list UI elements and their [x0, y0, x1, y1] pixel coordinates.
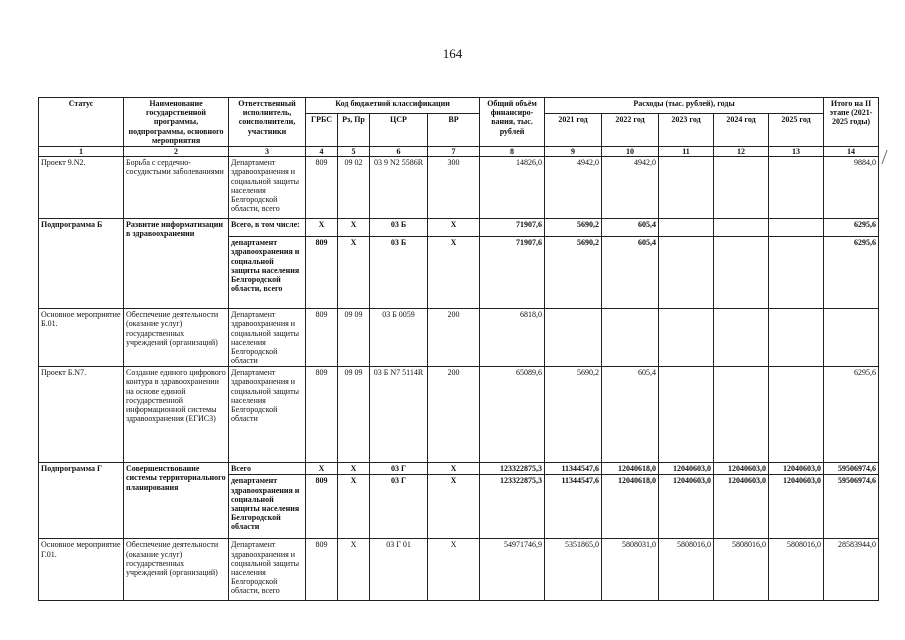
cell-2025 — [769, 219, 824, 237]
cell-vr: Х — [428, 237, 480, 309]
cell-2025 — [769, 157, 824, 219]
cell-2022: 605,4 — [602, 367, 659, 463]
header-name: Наименование государственной программы, подпрограммы, основного мероприятия — [124, 98, 229, 147]
edge-mark — [881, 150, 889, 164]
cell-csr: 03 Б — [370, 237, 428, 309]
cell-csr: 03 Б — [370, 219, 428, 237]
cell-grbs: 809 — [306, 309, 338, 367]
cell-total: 6818,0 — [480, 309, 545, 367]
cell-csr: 03 Б N7 5114R — [370, 367, 428, 463]
cell-status: Подпрограмма Г — [39, 463, 124, 539]
cell-2021: 11344547,6 — [545, 475, 602, 539]
cell-total: 71907,6 — [480, 237, 545, 309]
cell-rzpr: 09 09 — [338, 367, 370, 463]
cell-2021: 5690,2 — [545, 237, 602, 309]
cell-2022 — [602, 309, 659, 367]
header-rzpr: Рз, Пр — [338, 114, 370, 147]
cell-2025: 12040603,0 — [769, 463, 824, 475]
cell-csr: 03 Г 01 — [370, 539, 428, 601]
header-status: Статус — [39, 98, 124, 147]
cell-responsible: Департамент здравоохранения и социальной защиты населения Белгородской области — [229, 309, 306, 367]
header-expenses: Расходы (тыс. рублей), годы — [545, 98, 824, 114]
header-total-volume: Общий объём финансиро-вания, тыс. рублей — [480, 98, 545, 147]
cell-vr: 200 — [428, 309, 480, 367]
cell-2021: 11344547,6 — [545, 463, 602, 475]
cell-stage-total — [824, 309, 879, 367]
cell-2021: 5351865,0 — [545, 539, 602, 601]
header-2022: 2022 год — [602, 114, 659, 147]
cell-csr: 03 Г — [370, 463, 428, 475]
cell-responsible: Департамент здравоохранения и социальной защиты населения Белгородской области, всего — [229, 157, 306, 219]
col-number: 9 — [545, 146, 602, 156]
budget-table — [38, 97, 879, 601]
header-grbs: ГРБС — [306, 114, 338, 147]
cell-rzpr: 09 09 — [338, 309, 370, 367]
table-row — [39, 309, 879, 367]
header-row-1 — [39, 98, 879, 114]
cell-2023 — [659, 367, 714, 463]
cell-2023: 12040603,0 — [659, 463, 714, 475]
cell-2023: 5808016,0 — [659, 539, 714, 601]
cell-2022: 605,4 — [602, 237, 659, 309]
cell-name: Создание единого цифрового контура в здравоохранении на основе единой государственной информационной системы здравоохранения (ЕГИСЗ) — [124, 367, 229, 463]
cell-responsible: Всего — [229, 463, 306, 475]
col-number: 7 — [428, 146, 480, 156]
cell-rzpr: Х — [338, 237, 370, 309]
cell-responsible: Всего, в том числе: — [229, 219, 306, 237]
cell-csr: 03 9 N2 5586R — [370, 157, 428, 219]
header-2023: 2023 год — [659, 114, 714, 147]
cell-vr: Х — [428, 219, 480, 237]
header-2021: 2021 год — [545, 114, 602, 147]
cell-grbs: 809 — [306, 367, 338, 463]
cell-2022: 4942,0 — [602, 157, 659, 219]
cell-2023: 12040603,0 — [659, 475, 714, 539]
cell-2022: 12040618,0 — [602, 463, 659, 475]
col-number: 4 — [306, 146, 338, 156]
cell-2024 — [714, 309, 769, 367]
cell-2022: 5808031,0 — [602, 539, 659, 601]
cell-responsible: департамент здравоохранения и социальной защиты населения Белгородской области — [229, 475, 306, 539]
cell-2024: 12040603,0 — [714, 475, 769, 539]
cell-2021 — [545, 309, 602, 367]
cell-2024 — [714, 367, 769, 463]
header-csr: ЦСР — [370, 114, 428, 147]
cell-2025: 5808016,0 — [769, 539, 824, 601]
page-number: 164 — [442, 46, 463, 61]
cell-total: 123322875,3 — [480, 463, 545, 475]
cell-2022: 605,4 — [602, 219, 659, 237]
cell-2023 — [659, 237, 714, 309]
cell-rzpr: 09 02 — [338, 157, 370, 219]
cell-grbs: 809 — [306, 157, 338, 219]
cell-2021: 5690,2 — [545, 219, 602, 237]
cell-rzpr: Х — [338, 475, 370, 539]
cell-status: Проект 9.N2. — [39, 157, 124, 219]
cell-stage-total: 59506974,6 — [824, 463, 879, 475]
col-number: 1 — [39, 146, 124, 156]
cell-grbs: Х — [306, 463, 338, 475]
col-number: 8 — [480, 146, 545, 156]
cell-grbs: 809 — [306, 539, 338, 601]
cell-2021: 5690,2 — [545, 367, 602, 463]
table-row — [39, 367, 879, 463]
col-number: 2 — [124, 146, 229, 156]
cell-vr: Х — [428, 539, 480, 601]
cell-rzpr: Х — [338, 539, 370, 601]
cell-stage-total: 6295,6 — [824, 237, 879, 309]
cell-status: Подпрограмма Б — [39, 219, 124, 309]
cell-2023 — [659, 157, 714, 219]
cell-total: 65089,6 — [480, 367, 545, 463]
table-row — [39, 463, 879, 475]
cell-csr: 03 Г — [370, 475, 428, 539]
cell-stage-total: 59506974,6 — [824, 475, 879, 539]
cell-2021: 4942,0 — [545, 157, 602, 219]
cell-name: Борьба с сердечно-сосудистыми заболеваниями — [124, 157, 229, 219]
cell-2024: 12040603,0 — [714, 463, 769, 475]
header-2024: 2024 год — [714, 114, 769, 147]
cell-status: Проект Б.N7. — [39, 367, 124, 463]
cell-2024: 5808016,0 — [714, 539, 769, 601]
cell-grbs: 809 — [306, 475, 338, 539]
cell-2025 — [769, 237, 824, 309]
cell-vr: Х — [428, 475, 480, 539]
col-number: 3 — [229, 146, 306, 156]
cell-grbs: Х — [306, 219, 338, 237]
cell-responsible: департамент здравоохранения и социальной защиты населения Белгородской области, всего — [229, 237, 306, 309]
cell-name: Обеспечение деятельности (оказание услуг) государственных учреждений (организаций) — [124, 539, 229, 601]
col-number: 14 — [824, 146, 879, 156]
cell-2024 — [714, 157, 769, 219]
cell-2025 — [769, 367, 824, 463]
cell-csr: 03 Б 0059 — [370, 309, 428, 367]
cell-2023 — [659, 309, 714, 367]
cell-name: Развитие информатизации в здравоохранении — [124, 219, 229, 309]
cell-2025 — [769, 309, 824, 367]
cell-total: 123322875,3 — [480, 475, 545, 539]
cell-2025: 12040603,0 — [769, 475, 824, 539]
cell-name: Обеспечение деятельности (оказание услуг) государственных учреждений (организаций) — [124, 309, 229, 367]
cell-2024 — [714, 219, 769, 237]
cell-total: 71907,6 — [480, 219, 545, 237]
cell-stage-total: 6295,6 — [824, 219, 879, 237]
cell-2022: 12040618,0 — [602, 475, 659, 539]
cell-rzpr: Х — [338, 463, 370, 475]
cell-status: Основное мероприятие Г.01. — [39, 539, 124, 601]
cell-stage-total: 6295,6 — [824, 367, 879, 463]
header-vr: ВР — [428, 114, 480, 147]
header-budget-code: Код бюджетной классификации — [306, 98, 480, 114]
table-row — [39, 219, 879, 237]
header-responsible: Ответственный исполнитель, соисполнители, участники — [229, 98, 306, 147]
header-stage-total: Итого на II этапе (2021-2025 годы) — [824, 98, 879, 147]
cell-vr: Х — [428, 463, 480, 475]
cell-vr: 200 — [428, 367, 480, 463]
col-number: 13 — [769, 146, 824, 156]
cell-responsible: Департамент здравоохранения и социальной защиты населения Белгородской области, всего — [229, 539, 306, 601]
cell-stage-total: 28583944,0 — [824, 539, 879, 601]
cell-rzpr: Х — [338, 219, 370, 237]
cell-2024 — [714, 237, 769, 309]
cell-vr: 300 — [428, 157, 480, 219]
table-row — [39, 157, 879, 219]
cell-total: 54971746,9 — [480, 539, 545, 601]
cell-2023 — [659, 219, 714, 237]
header-2025: 2025 год — [769, 114, 824, 147]
col-number: 11 — [659, 146, 714, 156]
col-number: 5 — [338, 146, 370, 156]
col-number: 10 — [602, 146, 659, 156]
cell-total: 14826,0 — [480, 157, 545, 219]
table-row — [39, 539, 879, 601]
cell-grbs: 809 — [306, 237, 338, 309]
cell-status: Основное мероприятие Б.01. — [39, 309, 124, 367]
column-number-row — [39, 146, 879, 156]
col-number: 6 — [370, 146, 428, 156]
cell-responsible: Департамент здравоохранения и социальной защиты населения Белгородской области — [229, 367, 306, 463]
col-number: 12 — [714, 146, 769, 156]
cell-name: Совершенствование системы территориального планирования — [124, 463, 229, 539]
cell-stage-total: 9884,0 — [824, 157, 879, 219]
